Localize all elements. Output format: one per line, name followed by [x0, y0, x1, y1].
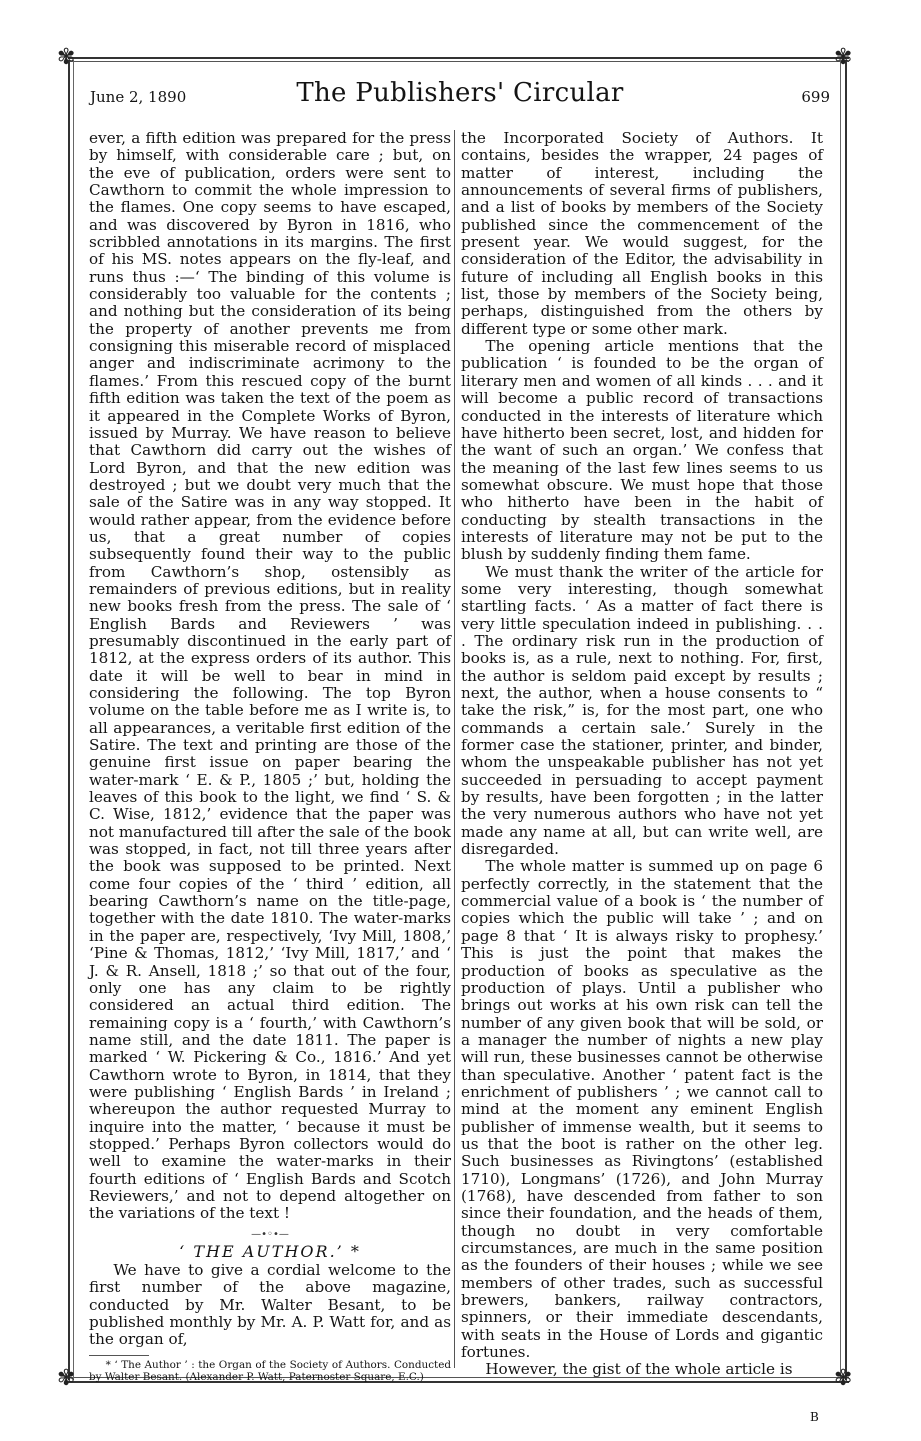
right-column — [461, 130, 823, 1379]
footnote-rule — [89, 1355, 149, 1356]
page-number: 699 — [801, 88, 830, 106]
column-divider — [454, 130, 455, 1368]
footnote: * ‘ The Author ’ : the Organ of the Society of Authors. Conducted by Walter Besant. (Alexander P. Watt, Paternoster Square, E.C.) — [89, 1358, 451, 1383]
left-column — [89, 130, 451, 1383]
article-paragraph: We must thank the writer of the article for some very interesting, though somewhat startling facts. ‘ As a matter of fact there is very little speculation indeed in publishing. . . . The ordinary risk run in the production of books is, as a rule, next to nothing. For, first, the author is seldom paid except by results ; next, the author, when a house consents to “ take the risk,” is, for the most part, one who commands a certain sale.’ Surely in the former case the stationer, printer, and binder, whom the unspeakable publisher has not yet succeeded in persuading to accept payment by results, have been forgotten ; in the latter the very numerous authors who have not yet made any name at all, but can write well, are disregarded. — [461, 562, 823, 859]
article-paragraph: the Incorporated Society of Authors. It contains, besides the wrapper, 24 pages of matter of interest, including the announcements of several firms of publishers, and a list of books by members of the Society published since the commencement of the present year. We would suggest, for the consideration of the Editor, the advisability in future of including all English books in this list, those by members of the Society being, perhaps, distinguished from the others by different type or some other mark. — [461, 129, 823, 338]
article-paragraph: The whole matter is summed up on page 6 perfectly correctly, in the statement that the commercial value of a book is ‘ the number of copies which the public will take ’ ; and on page 8 that ‘ It is always risky to prophesy.’ This is just the point that makes the production of books as speculative as the production of plays. Until a publisher who brings out works at his own risk can tell the number of any given book that will be sold, or a manager the number of nights a new play will run, these businesses cannot be otherwise than speculative. Another ‘ patent fact is the enrichment of publishers ’ ; we cannot call to mind at the moment any eminent English publisher of immense wealth, but it seems to us that the boot is rather on the other leg. Such businesses as Rivingtons’ (established 1710), Longmans’ (1726), and John Murray (1768), have descended from father to son since their foundation, and the heads of them, though no doubt in very comfortable circumstances, are much in the same position as the founders of their houses ; while we see members of other trades, such as successful brewers, bankers, railway contractors, spinners, or their immediate descendants, with seats in the House of Lords and gigantic fortunes. — [461, 857, 823, 1362]
article-paragraph: The opening article mentions that the publication ‘ is founded to be the organ of literary men and women of all kinds . . . and it will become a public record of transactions conducted in the interests of literature which have hitherto been secret, lost, and hidden for the want of such an organ.’ We confess that the meaning of the last few lines seems to us somewhat obscure. We must hope that those who hitherto have been in the habit of conducting by stealth transactions in the interests of literature may not be put to the blush by suddenly finding them fame. — [461, 337, 823, 564]
frame-right-rule — [845, 60, 847, 1380]
corner-ornament-icon: ✾ — [57, 1366, 76, 1391]
section-heading: ‘ THE AUTHOR.’ * — [179, 1241, 361, 1261]
section-separator: —•◦•— — [251, 1228, 289, 1240]
frame-left-rule — [68, 60, 70, 1380]
article-paragraph: ever, a fifth edition was prepared for the press by himself, with considerable care ; but, on the eve of publication, orders were sent to Cawthorn to commit the whole impression to the flames. One copy seems to have escaped, and was discovered by Byron in 1816, who scribbled annotations in its margins. The first of his MS. notes appears on the fly-leaf, and runs thus :—‘ The binding of this volume is considerably too valuable for the contents ; and nothing but the consideration of its being the property of another prevents me from consigning this miserable record of misplaced anger and indiscriminate acrimony to the flames.’ From this rescued copy of the burnt fifth edition was taken the text of the poem as it appeared in the Complete Works of Byron, issued by Murray. We have reason to believe that Cawthorn did carry out the wishes of Lord Byron, and that the new edition was destroyed ; but we doubt very much that the sale of the Satire was in any way stopped. It would rather appear, from the evidence before us, that a great number of copies subsequently found their way to the public from Cawthorn’s shop, ostensibly as remainders of previous editions, but in reality new books fresh from the press. The sale of ‘ English Bards and Reviewers ’ was presumably discontinued in the early part of 1812, at the express orders of its author. This date it will be well to bear in mind in considering the following. The top Byron volume on the table before me as I write is, to all appearances, a veritable first edition of the Satire. The text and printing are those of the genuine first issue on paper bearing the water-mark ‘ E. & P., 1805 ;’ but, holding the leaves of this book to the light, we find ‘ S. & C. Wise, 1812,’ evidence that the paper was not manufactured till after the sale of the book was stopped, in fact, not till three years after the book was supposed to be printed. Next come four copies of the ‘ third ’ edition, all bearing Cawthorn’s name on the title-page, together with the date 1810. The water-marks in the paper are, respectively, ‘Ivy Mill, 1808,’ ‘Pine & Thomas, 1812,’ ‘Ivy Mill, 1817,’ and ‘ J. & R. Ansell, 1818 ;’ so that out of the four, only one has any claim to be rightly considered an actual third edition. The remaining copy is a ‘ fourth,’ with Cawthorn’s name still, and the date 1811. The paper is marked ‘ W. Pickering & Co., 1816.’ And yet Cawthorn wrote to Byron, in 1814, that they were publishing ‘ English Bards ’ in Ireland ; whereupon the author requested Murray to inquire into the matter, ‘ because it must be stopped.’ Perhaps Byron collectors would do well to examine the water-marks in their fourth editions of ‘ English Bards and Scotch Reviewers,’ and not to depend altogether on the variations of the text ! — [89, 129, 451, 1223]
page-header — [90, 78, 830, 112]
article-paragraph: We have to give a cordial welcome to the first number of the above magazine, conducted by Mr. Walter Besant, to be published monthly by Mr. A. P. Watt for, and as the organ of, — [89, 1261, 451, 1349]
issue-date: June 2, 1890 — [90, 88, 187, 106]
frame-left-rule-inner — [73, 60, 74, 1380]
publication-title: The Publishers' Circular — [296, 78, 624, 108]
frame-right-rule-inner — [840, 60, 841, 1380]
frame-top-rule-inner — [68, 61, 849, 62]
frame-top-rule — [68, 57, 849, 59]
corner-ornament-icon: ✾ — [57, 45, 76, 70]
signature-mark: B — [810, 1410, 819, 1424]
article-paragraph: However, the gist of the whole article is — [485, 1360, 793, 1379]
corner-ornament-icon: ✾ — [834, 1366, 853, 1391]
corner-ornament-icon: ✾ — [834, 45, 853, 70]
